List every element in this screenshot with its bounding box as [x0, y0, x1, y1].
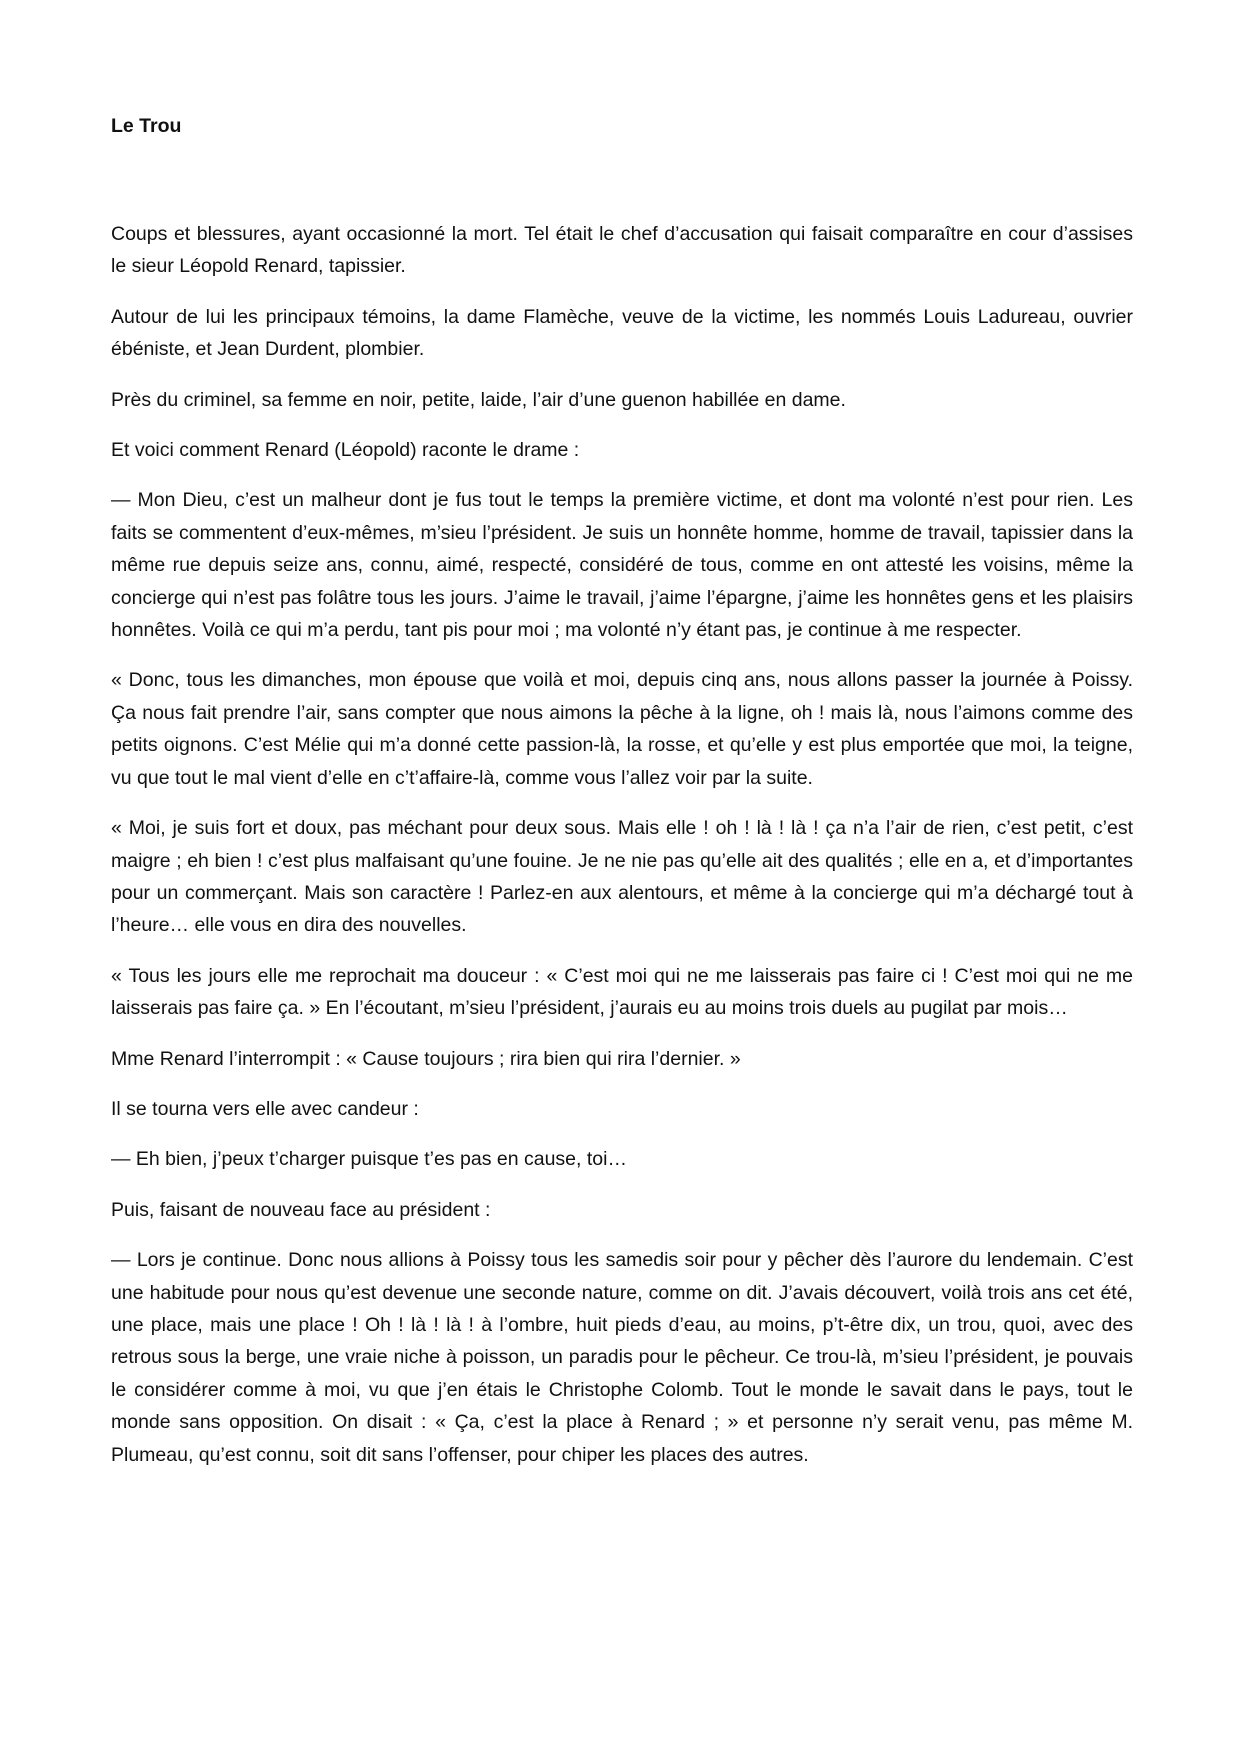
paragraph-3: Près du criminel, sa femme en noir, petite, laide, l’air d’une guenon habillée en dame.	[111, 388, 846, 411]
paragraph-12: Puis, faisant de nouveau face au président :	[111, 1198, 491, 1221]
paragraph-4: Et voici comment Renard (Léopold) raconte le drame :	[111, 439, 580, 462]
paragraph-1: Coups et blessures, ayant occasionné la mort. Tel était le chef d’accusation qui faisait comparaître en cour d’assises le sieur Léopold Renard, tapissier.	[111, 223, 1133, 278]
paragraph-6: « Donc, tous les dimanches, mon épouse que voilà et moi, depuis cinq ans, nous allons passer la journée à Poissy. Ça nous fait prendre l’air, sans compter que nous aimons la pêche à la ligne, oh ! mais là, nous l’aimons comme des petits oignons. C’est Mélie qui m’a donné cette passion-là, la rosse, et qu’elle y est plus emportée que moi, la teigne, vu que tout le mal vient d’elle en c’t’affaire-là, comme vous l’allez voir par la suite.	[111, 669, 1133, 789]
paragraph-5: — Mon Dieu, c’est un malheur dont je fus tout le temps la première victime, et dont ma volonté n’est pour rien. Les faits se commentent d’eux-mêmes, m’sieu l’président. Je suis un honnête homme, homme de travail, tapissier dans la même rue depuis seize ans, connu, aimé, respecté, considéré de tous, comme en ont attesté les voisins, même la concierge qui n’est pas folâtre tous les jours. J’aime le travail, j’aime l’épargne, j’aime les honnêtes gens et les plaisirs honnêtes. Voilà ce qui m’a perdu, tant pis pour moi ; ma volonté n’y étant pas, je continue à me respecter.	[111, 489, 1133, 642]
paragraph-11: — Eh bien, j’peux t’charger puisque t’es pas en cause, toi…	[111, 1148, 627, 1171]
paragraph-8: « Tous les jours elle me reprochait ma douceur : « C’est moi qui ne me laisserais pas faire ci ! C’est moi qui ne me laisserais pas faire ça. » En l’écoutant, m’sieu l’président, j’aurais eu au moins trois duels au pugilat par mois…	[111, 964, 1133, 1020]
document-page	[111, 110, 1133, 1489]
paragraph-7: « Moi, je suis fort et doux, pas méchant pour deux sous. Mais elle ! oh ! là ! là ! ça n’a l’air de rien, c’est petit, c’est maigre ; eh bien ! c’est plus malfaisant qu’une fouine. Je ne nie pas qu’elle ait des qualités ; elle en a, et d’importantes pour un commerçant. Mais son caractère ! Parlez-en aux alentours, et même à la concierge qui m’a déchargé tout à l’heure… elle vous en dira des nouvelles.	[111, 817, 1133, 937]
paragraph-9: Mme Renard l’interrompit : « Cause toujours ; rira bien qui rira l’dernier. »	[111, 1047, 741, 1070]
paragraph-2: Autour de lui les principaux témoins, la dame Flamèche, veuve de la victime, les nommés Louis Ladureau, ouvrier ébéniste, et Jean Durdent, plombier.	[111, 305, 1133, 361]
document-title: Le Trou	[111, 115, 182, 137]
paragraph-10: Il se tourna vers elle avec candeur :	[111, 1097, 419, 1120]
paragraph-13: — Lors je continue. Donc nous allions à Poissy tous les samedis soir pour y pêcher dès l’aurore du lendemain. C’est une habitude pour nous qu’est devenue une seconde nature, comme on dit. J’avais découvert, voilà trois ans cet été, une place, mais une place ! Oh ! là ! là ! à l’ombre, huit pieds d’eau, au moins, p’t-être dix, un trou, quoi, avec des retrous sous la berge, une vraie niche à poisson, un paradis pour le pêcheur. Ce trou-là, m’sieu l’président, je pouvais le considérer comme à moi, vu que j’en étais le Christophe Colomb. Tout le monde le savait dans le pays, tout le monde sans opposition. On disait : « Ça, c’est la place à Renard ; » et personne n’y serait venu, pas même M. Plumeau, qu’est connu, soit dit sans l’offenser, pour chiper les places des autres.	[111, 1249, 1133, 1466]
